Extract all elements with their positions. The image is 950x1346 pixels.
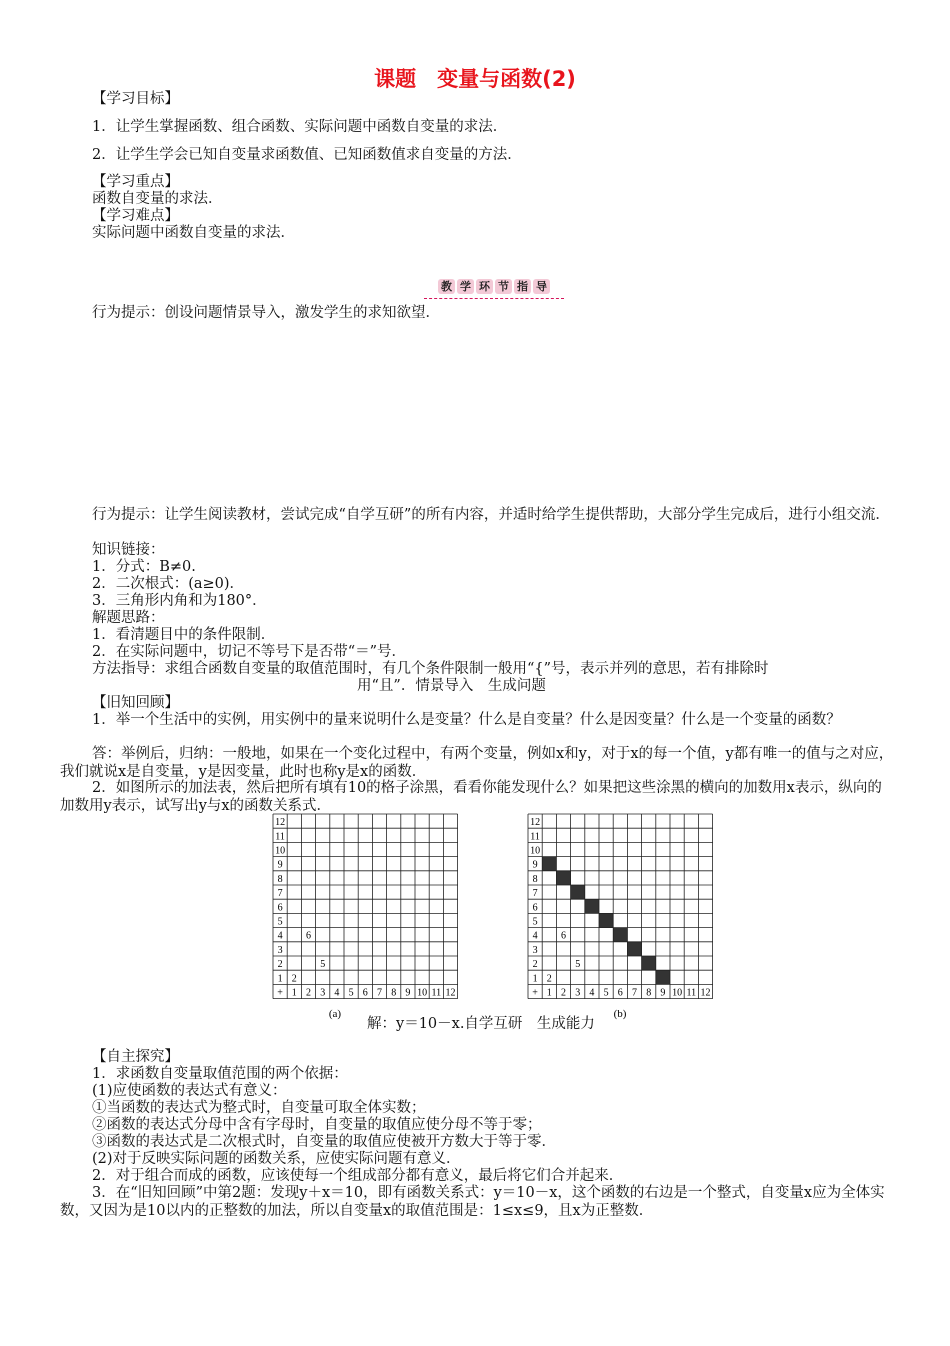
explore-line: ②函数的表达式分母中含有字母时，自变量的取值应使分母不等于零； (92, 1117, 542, 1133)
review-header: 【旧知回顾】 (92, 695, 179, 711)
row-number: 6 (277, 902, 283, 914)
row-number: 10 (275, 845, 286, 857)
row-number: 11 (530, 831, 540, 843)
banner-char: 节 (495, 279, 512, 294)
row-number: 3 (277, 944, 283, 956)
explore-line: 2．对于组合而成的函数，应该使每一个组成部分都有意义，最后将它们合并起来． (92, 1168, 624, 1184)
key-point-header: 【学习重点】 (92, 174, 179, 190)
column-number: 8 (646, 987, 652, 999)
column-number: 3 (320, 987, 326, 999)
row-number: 9 (532, 859, 538, 871)
row-number: 4 (532, 930, 538, 942)
cell-value: 6 (561, 930, 566, 942)
goal-item-1: 1．让学生掌握函数、组合函数、实际问题中函数自变量的求法． (92, 119, 508, 135)
row-number: 8 (532, 873, 538, 885)
shaded-cell (556, 871, 570, 885)
figure-label-b: (b) (613, 1008, 627, 1020)
column-number: 1 (546, 987, 552, 999)
hint-2: 行为提示：让学生阅读教材，尝试完成“自学互研”的所有内容，并适时给学生提供帮助，大部分学生完成后，进行小组交流． (92, 507, 890, 523)
cell-value: 5 (575, 959, 581, 971)
row-number: 1 (277, 973, 283, 985)
column-number: 9 (660, 987, 666, 999)
row-number: 7 (277, 888, 283, 900)
row-number: 4 (277, 930, 283, 942)
knowledge-item-1: 1．分式：B≠0. (92, 559, 196, 575)
explore-line: ①当函数的表达式为整式时，自变量可取全体实数； (92, 1100, 426, 1116)
banner-char: 学 (457, 279, 474, 294)
column-number: 1 (291, 987, 297, 999)
shaded-cell (642, 956, 656, 970)
addition-table-figure (265, 810, 735, 1020)
explore-header: 【自主探究】 (92, 1049, 179, 1065)
column-number: 3 (575, 987, 581, 999)
row-number: 1 (532, 973, 538, 985)
solution-text: 解：y＝10－x.自学互研 生成能力 (367, 1016, 595, 1032)
column-number: 11 (431, 987, 442, 999)
banner-char: 指 (514, 279, 531, 294)
explore-item-3: 3．在“旧知回顾”中第2题：发现y＋x＝10，即有函数关系式：y＝10－x，这个函数的右边是一个整式，自变量x应为全体实数，又因为是10以内的正整数的加法，所以自变量x的取值范围是：1≤x≤9，且x为正整数． (60, 1185, 885, 1219)
shaded-cell (613, 928, 627, 942)
row-number: 5 (277, 916, 283, 928)
hint-1: 行为提示：创设问题情景导入，激发学生的求知欲望． (92, 305, 440, 321)
column-number: 7 (632, 987, 637, 999)
corner-plus: + (277, 987, 283, 999)
row-number: 7 (532, 888, 538, 900)
cell-value: 6 (306, 930, 311, 942)
banner-char: 环 (476, 279, 493, 294)
method-line-1: 方法指导：求组合函数自变量的取值范围时，有几个条件限制一般用“{”号，表示并列的意思，若有排除时 (92, 661, 769, 677)
column-number: 5 (603, 987, 609, 999)
column-number: 10 (672, 987, 683, 999)
row-number: 12 (530, 817, 541, 829)
row-number: 3 (532, 944, 538, 956)
explore-line: ③函数的表达式是二次根式时，自变量的取值应使被开方数大于等于零． (92, 1134, 556, 1150)
thinking-header: 解题思路： (92, 610, 165, 626)
knowledge-item-2: 2．二次根式：(a≥0)． (92, 576, 245, 592)
cell-value: 5 (320, 959, 326, 971)
shaded-cell (599, 913, 613, 927)
addition-table-a (273, 814, 458, 999)
page-title: 课题 变量与函数(2) (374, 67, 576, 91)
row-number: 5 (532, 916, 538, 928)
explore-line: (2)对于反映实际问题的函数关系，应使实际问题有意义． (92, 1151, 461, 1167)
column-number: 7 (377, 987, 382, 999)
column-number: 6 (362, 987, 368, 999)
column-number: 2 (306, 987, 311, 999)
method-line-2: 用“且”．情景导入 生成问题 (357, 678, 546, 694)
column-number: 6 (617, 987, 623, 999)
column-number: 5 (348, 987, 354, 999)
column-number: 9 (405, 987, 411, 999)
row-number: 10 (530, 845, 541, 857)
column-number: 4 (589, 987, 595, 999)
review-q1: 1．举一个生活中的实例，用实例中的量来说明什么是变量？什么是自变量？什么是因变量？什么是一个变量的函数？ (92, 712, 841, 728)
knowledge-item-3: 3．三角形内角和为180°． (92, 593, 267, 609)
column-number: 8 (391, 987, 397, 999)
thinking-item-1: 1．看清题目中的条件限制． (92, 627, 276, 643)
thinking-item-2: 2．在实际问题中，切记不等号下是否带“＝”号． (92, 644, 407, 660)
row-number: 9 (277, 859, 283, 871)
cell-value: 2 (546, 973, 552, 985)
row-number: 2 (277, 959, 283, 971)
shaded-cell (656, 970, 670, 984)
section-banner (424, 276, 564, 299)
figure-label-a: (a) (328, 1008, 342, 1020)
explore-line: (1)应使函数的表达式有意义： (92, 1083, 287, 1099)
difficult-point-header: 【学习难点】 (92, 208, 179, 224)
explore-line: 1．求函数自变量取值范围的两个依据： (92, 1066, 348, 1082)
shaded-cell (571, 885, 585, 899)
column-number: 4 (334, 987, 340, 999)
banner-char: 教 (438, 279, 455, 294)
row-number: 12 (275, 817, 286, 829)
shaded-cell (585, 899, 599, 913)
banner-char: 导 (533, 279, 550, 294)
review-a1: 答：举例后，归纳：一般地，如果在一个变化过程中，有两个变量，例如x和y，对于x的每一个值，y都有唯一的值与之对应，我们就说x是自变量，y是因变量，此时也称y是x的函数． (60, 746, 894, 780)
row-number: 2 (532, 959, 538, 971)
column-number: 10 (417, 987, 428, 999)
row-number: 11 (275, 831, 285, 843)
addition-table-b (528, 814, 713, 999)
review-q2: 2．如图所示的加法表，然后把所有填有10的格子涂黑，看看你能发现什么？如果把这些涂黑的横向的加数用x表示，纵向的加数用y表示，试写出y与x的函数关系式． (60, 780, 882, 814)
row-number: 8 (277, 873, 283, 885)
row-number: 6 (532, 902, 538, 914)
shaded-cell (542, 857, 556, 871)
cell-value: 2 (291, 973, 297, 985)
knowledge-header: 知识链接： (92, 542, 165, 558)
column-number: 12 (445, 987, 456, 999)
corner-plus: + (532, 987, 538, 999)
column-number: 11 (686, 987, 697, 999)
key-point-text: 函数自变量的求法． (92, 191, 223, 207)
goal-item-2: 2．让学生学会已知自变量求函数值、已知函数值求自变量的方法． (92, 147, 522, 163)
column-number: 2 (561, 987, 566, 999)
difficult-point-text: 实际问题中函数自变量的求法． (92, 225, 295, 241)
column-number: 12 (700, 987, 711, 999)
shaded-cell (627, 942, 641, 956)
goals-header: 【学习目标】 (92, 91, 179, 107)
